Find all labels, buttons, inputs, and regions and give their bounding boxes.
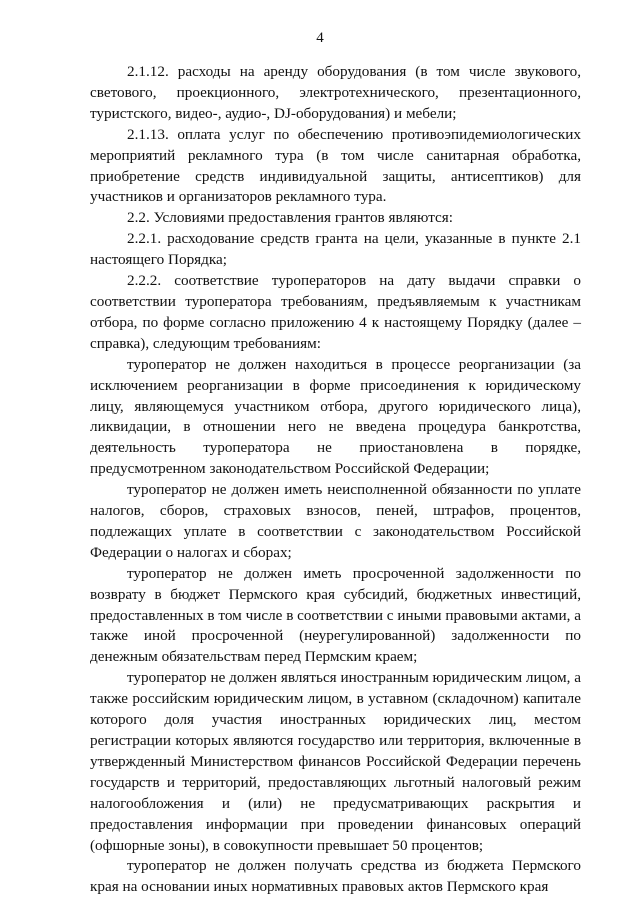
paragraph-2-1-12: 2.1.12. расходы на аренду оборудования (в том числе звукового, светового, проекционного, электротехнического, презентационного, туристского, видео-, аудио-, DJ-оборудования) и мебели; <box>90 63 581 122</box>
requirement-other-funding: туроператор не должен получать средства из бюджета Пермского края на основании иных нормативных правовых актов Пермского края <box>90 857 581 896</box>
paragraph-2-1-13: 2.1.13. оплата услуг по обеспечению противоэпидемиологических мероприятий рекламного тура (в том числе санитарная обработка, приобретение средств индивидуальной защиты, антисептиков) для участников и организаторов рекламного тура. <box>90 125 581 206</box>
page-number: 4 <box>316 30 324 46</box>
paragraph-2-2-1: 2.2.1. расходование средств гранта на цели, указанные в пункте 2.1 настоящего Порядка; <box>90 230 581 269</box>
document-body <box>90 62 581 898</box>
paragraph-2-2: 2.2. Условиями предоставления грантов являются: <box>127 209 453 227</box>
requirement-tax-obligations: туроператор не должен иметь неисполненной обязанности по уплате налогов, сборов, страховых взносов, пеней, штрафов, процентов, подлежащих уплате в соответствии с законодательством Российской Федерации о налогах и сборах; <box>90 481 581 561</box>
paragraph-2-2-2: 2.2.2. соответствие туроператоров на дату выдачи справки о соответствии туроператора требованиям, предъявляемым к участникам отбора, по форме согласно приложению 4 к настоящему Порядку (далее – справка), следующим требованиям: <box>90 272 581 352</box>
requirement-foreign-entity: туроператор не должен являться иностранным юридическим лицом, а также российским юридическим лицом, в уставном (складочном) капитале которого доля участия иностранных юридических лиц, местом регистрации которых являются государство или территория, включенные в утвержденный Министерством финансов Российской Федерации перечень государств и территорий, предоставляющих льготный налоговый режим налогообложения и (или) не предусматривающих раскрытия и предоставления информации при проведении финансовых операций (офшорные зоны), в совокупности превышает 50 процентов; <box>90 669 581 854</box>
requirement-budget-debt: туроператор не должен иметь просроченной задолженности по возврату в бюджет Пермского края субсидий, бюджетных инвестиций, предоставленных в том числе в соответствии с иными правовыми актами, а также иной просроченной (неурегулированной) задолженности по денежным обязательствам перед Пермским краем; <box>90 564 581 666</box>
requirement-reorganization: туроператор не должен находиться в процессе реорганизации (за исключением реорганизации в форме присоединения к юридическому лицу, являющемуся участником отбора, другого юридического лица), ликвидации, в отношении него не введена процедура банкротства, деятельность туроператора не приостановлена в порядке, предусмотренном законодательством Российской Федерации; <box>90 355 581 478</box>
